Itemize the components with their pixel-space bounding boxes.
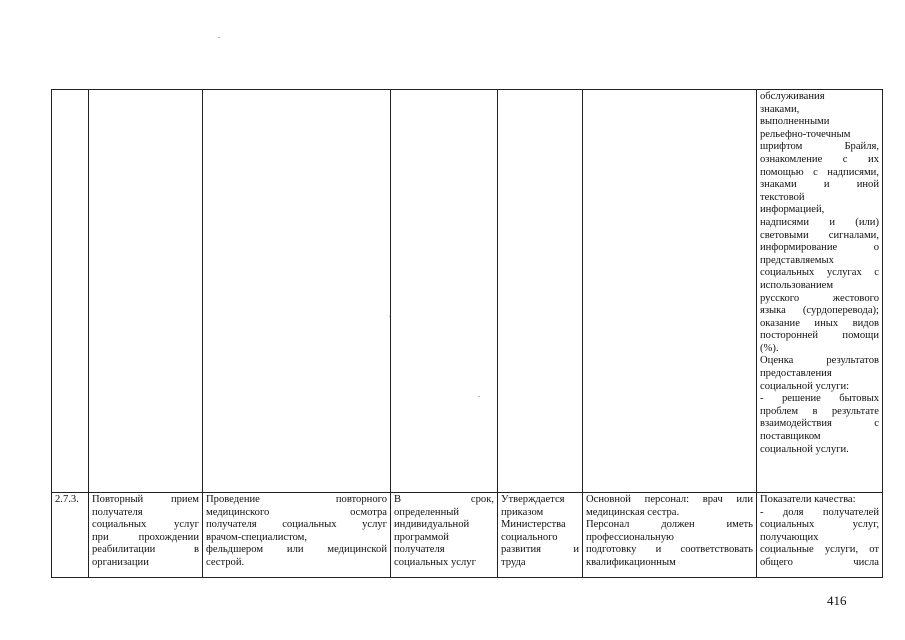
text-line: труда [501,556,526,568]
cell-service-name [89,493,203,578]
table-row [52,493,883,578]
text-line: Повторный прием [92,494,199,505]
text-line: знаками, [760,103,800,115]
text-line: при прохождении [92,531,199,543]
services-table [51,89,883,578]
text-line: текстовой [760,191,805,203]
text-line: языка (сурдоперевода); [760,305,879,317]
text-line: световыми сигналами, [760,229,879,241]
cell-quality-indicators [757,90,883,493]
text-line: - доля получателей [760,506,879,518]
text-line: Персонал должен иметь [586,519,753,531]
text-line: надписями и (или) [760,216,879,228]
text-line: программой [394,531,449,543]
text-line: Основной персонал: врач или [586,494,753,505]
cell-number [52,90,89,493]
text-line: реабилитации в [92,544,199,556]
text-line: социальных услуг, [760,519,879,531]
text-line: индивидуальной [394,519,470,531]
text-line: определенный [394,506,460,518]
text-line: рельефно-точечным [760,128,851,140]
cell-service-name [89,90,203,493]
text-line: использованием [760,279,834,291]
text-line: получателя социальных услуг [206,519,387,531]
text-line: представляемых [760,254,834,266]
cell-tariff [498,493,583,578]
text-line: врачом-специалистом, [206,531,308,543]
text-line: социальных услугах с [760,267,879,279]
text-line: (%). [760,342,779,354]
text-line: социальных услуг [394,556,476,568]
text-line: сестрой. [206,556,245,568]
cell-term [391,493,498,578]
text-line: взаимодействия с [760,418,879,430]
text-line: проблем в результате [760,405,879,417]
cell-service-content [203,90,391,493]
cell-tariff [498,90,583,493]
cell-number: 2.7.3. [52,493,89,578]
text-line: В срок, [394,494,494,505]
text-line: профессиональную [586,531,674,543]
text-line: фельдшером или медицинской [206,544,387,556]
text-line: Оценка результатов [760,355,879,367]
text-line: медицинского осмотра [206,506,387,518]
text-line: приказом [501,506,544,518]
text-line: организации [92,556,149,568]
text-line: социальной услуги: [760,380,850,392]
text-line: знаками и иной [760,179,879,191]
text-line: обслуживания [760,91,825,102]
text-line: получателя [92,506,143,518]
text-line: информацией, [760,204,825,216]
text-line: Утверждается [501,494,565,505]
table-row [52,90,883,493]
text-line: квалификационным [586,556,676,568]
cell-quality-indicators [757,493,883,578]
text-line: социальных услуг [92,519,199,531]
scan-speck [218,37,220,38]
text-line: предоставления [760,368,832,380]
text-line: Показатели качества: [760,494,856,505]
text-line: Проведение повторного [206,494,387,505]
text-line: социального [501,531,558,543]
text-line: развития и [501,544,579,556]
text-line: поставщиком [760,431,821,443]
text-line: посторонней помощи [760,330,879,342]
text-line: ознакомление с их [760,153,879,165]
text-line: оказание иных видов [760,317,879,329]
text-line: - решение бытовых [760,393,879,405]
text-line: русского жестового [760,292,879,304]
text-line: социальные услуги, от [760,544,879,556]
text-line: получателя [394,544,445,556]
text-line: информирование о [760,242,879,254]
text-line: Министерства [501,519,566,531]
text-line: помощью с надписями, [760,166,879,178]
cell-conditions [583,90,757,493]
text-line: выполненными [760,116,830,128]
text-line: социальной услуги. [760,443,849,455]
text-line: медицинская сестра. [586,506,680,518]
text-line: подготовку и соответствовать [586,544,753,556]
cell-service-content [203,493,391,578]
text-line: получающих [760,531,819,543]
text-line: общего числа [760,556,879,568]
cell-term [391,90,498,493]
page-number: 416 [827,593,847,608]
text-line: шрифтом Брайля, [760,141,879,153]
cell-conditions [583,493,757,578]
